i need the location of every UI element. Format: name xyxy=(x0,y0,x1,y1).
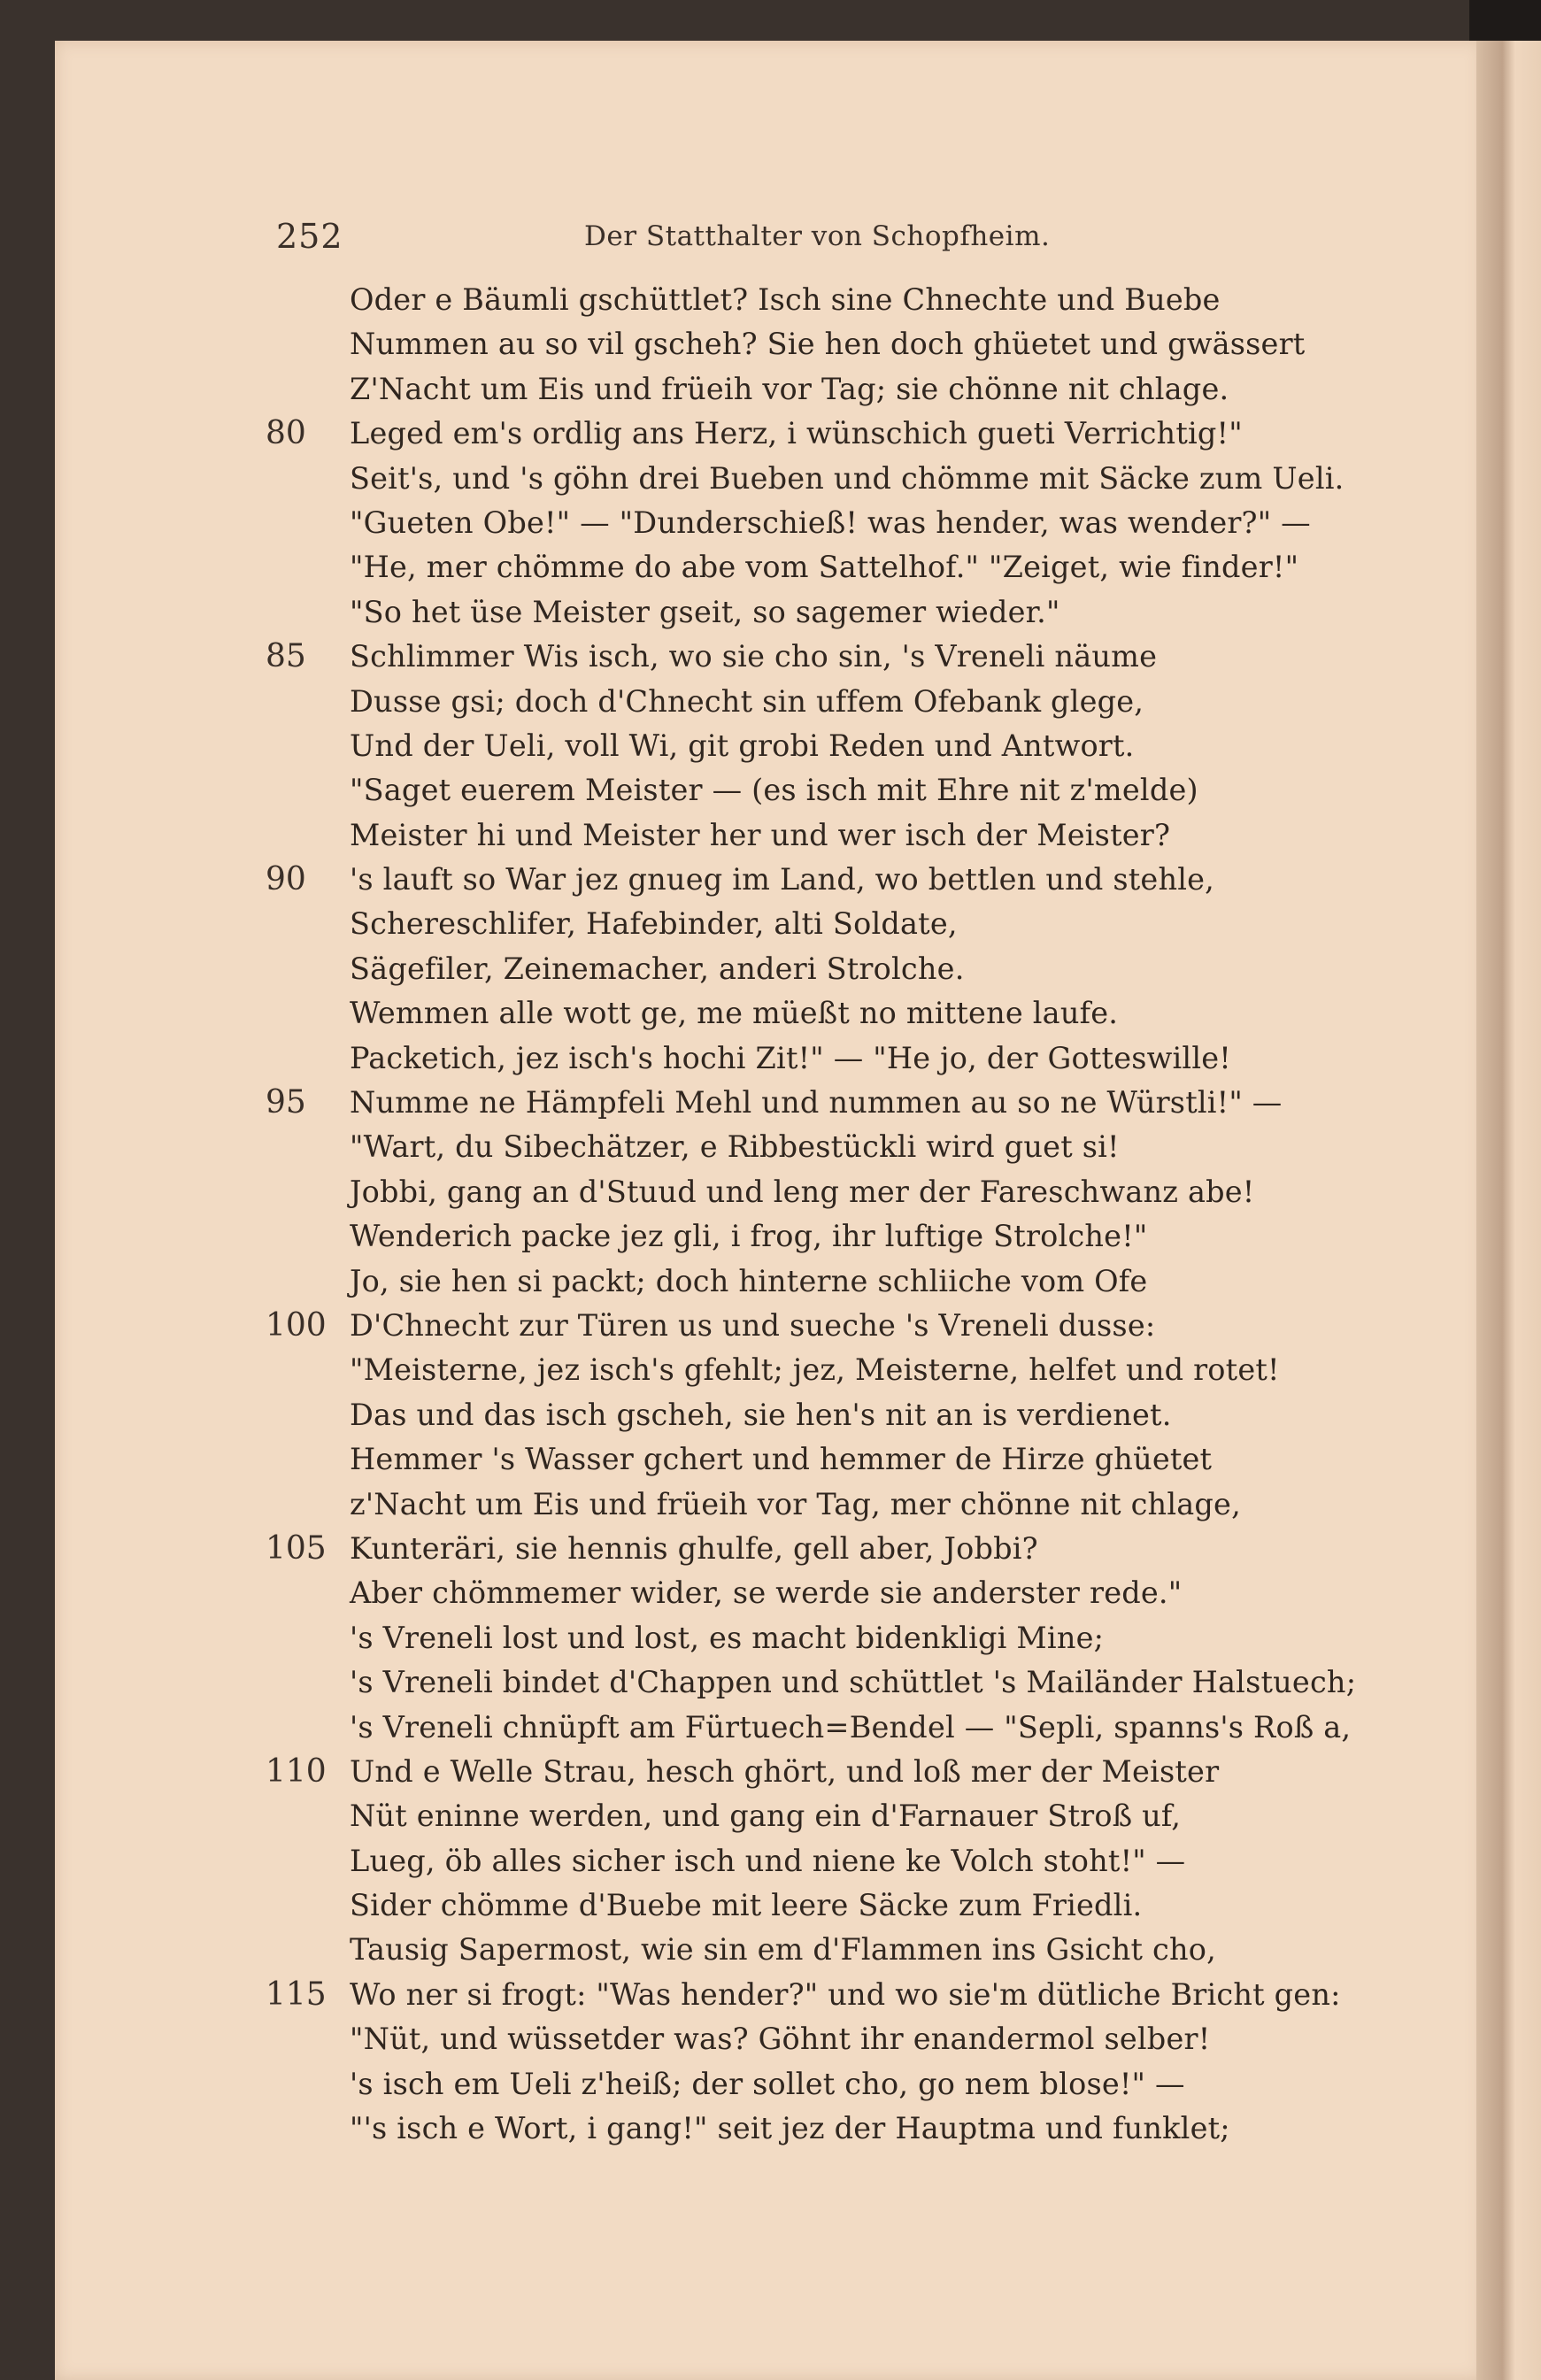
line-number: 90 xyxy=(266,861,306,898)
verse-text: "Gueten Obe!" — "Dunderschieß! was hender, was wender?" — xyxy=(350,504,1311,540)
line-number: 80 xyxy=(266,415,306,452)
verse-line xyxy=(266,412,1381,456)
verse-text: "'s isch e Wort, i gang!" seit jez der Hauptma und funklet; xyxy=(350,2111,1230,2146)
verse-line xyxy=(266,1839,1381,1883)
verse-text: Z'Nacht um Eis und früeih vor Tag; sie chönne nit chlage. xyxy=(350,371,1229,406)
verse-text: Sider chömme d'Buebe mit leere Säcke zum Friedli. xyxy=(350,1888,1143,1923)
verse-line xyxy=(266,1973,1381,2017)
verse-text: "Meisterne, jez isch's gfehlt; jez, Meisterne, helfet und rotet! xyxy=(350,1352,1280,1388)
verse-text: z'Nacht um Eis und früeih vor Tag, mer chönne nit chlage, xyxy=(350,1486,1241,1521)
verse-text: Aber chömmemer wider, se werde sie anderster rede." xyxy=(350,1575,1183,1611)
verse-text: "Nüt, und wüssetder was? Göhnt ihr enandermol selber! xyxy=(350,2022,1211,2057)
verse-line xyxy=(266,1304,1381,1348)
verse-text: Nummen au so vil gscheh? Sie hen doch ghüetet und gwässert xyxy=(350,327,1306,362)
verse-line xyxy=(266,1125,1381,1169)
verse-text: Lueg, öb alles sicher isch und niene ke Volch stoht!" — xyxy=(350,1843,1186,1878)
verse-line xyxy=(266,1214,1381,1259)
verse-text: Schlimmer Wis isch, wo sie cho sin, 's Vreneli näume xyxy=(350,639,1158,674)
verse-line xyxy=(266,1437,1381,1482)
verse-text: Wo ner si frogt: "Was hender?" und wo sie'm dütliche Bricht gen: xyxy=(350,1976,1341,2012)
verse-text: Numme ne Hämpfeli Mehl und nummen au so ne Würstli!" — xyxy=(350,1085,1283,1121)
verse-line xyxy=(266,1348,1381,1392)
verse-text: Schereschlifer, Hafebinder, alti Soldate, xyxy=(350,906,958,942)
verse-text: Jo, sie hen si packt; doch hinterne schliiche vom Ofe xyxy=(350,1263,1148,1298)
verse-line xyxy=(266,590,1381,635)
verse-line xyxy=(266,1081,1381,1125)
verse-line xyxy=(266,545,1381,589)
verse-line xyxy=(266,1393,1381,1437)
verse-line xyxy=(266,1616,1381,1660)
verse-line xyxy=(266,1794,1381,1838)
verse-text: "So het üse Meister gseit, so sagemer wieder." xyxy=(350,594,1060,629)
verse-line xyxy=(266,768,1381,813)
verse-line xyxy=(266,278,1381,322)
verse-line xyxy=(266,813,1381,858)
page-header xyxy=(276,217,1073,270)
verse-text: 's Vreneli lost und lost, es macht bidenkligi Mine; xyxy=(350,1620,1105,1655)
verse-text: Das und das isch gscheh, sie hen's nit an is verdienet. xyxy=(350,1397,1172,1432)
verse-line xyxy=(266,501,1381,545)
verse-text: Leged em's ordlig ans Herz, i wünschich gueti Verrichtig!" xyxy=(350,416,1243,451)
line-number: 85 xyxy=(266,638,306,675)
line-number: 95 xyxy=(266,1084,306,1121)
verse-text: Meister hi und Meister her und wer isch der Meister? xyxy=(350,817,1171,852)
verse-text: Wenderich packe jez gli, i frog, ihr luftige Strolche!" xyxy=(350,1219,1148,1254)
verse-line xyxy=(266,367,1381,412)
verse-line xyxy=(266,1660,1381,1705)
verse-line xyxy=(266,1883,1381,1928)
verse-text: Sägefiler, Zeinemacher, anderi Strolche. xyxy=(350,951,965,986)
running-title: Der Statthalter von Schopfheim. xyxy=(584,220,1051,252)
verse-line xyxy=(266,1706,1381,1750)
verse-text: Nüt eninne werden, und gang ein d'Farnauer Stroß uf, xyxy=(350,1798,1182,1834)
verse-text: Dusse gsi; doch d'Chnecht sin uffem Ofebank glege, xyxy=(350,683,1144,719)
verse-line xyxy=(266,2062,1381,2107)
verse-text: Jobbi, gang an d'Stuud und leng mer der Fareschwanz abe! xyxy=(350,1174,1255,1209)
page-number: 252 xyxy=(276,217,343,256)
verse-text: "Saget euerem Meister — (es isch mit Ehre nit z'melde) xyxy=(350,773,1198,808)
verse-text: D'Chnecht zur Türen us und sueche 's Vreneli dusse: xyxy=(350,1307,1156,1343)
verse-text: 's lauft so War jez gnueg im Land, wo bettlen und stehle, xyxy=(350,862,1215,897)
verse-line xyxy=(266,724,1381,768)
verse-line xyxy=(266,947,1381,991)
verse-text: 's isch em Ueli z'heiß; der sollet cho, go nem blose!" — xyxy=(350,2066,1185,2101)
verse-line xyxy=(266,322,1381,366)
verse-text: Seit's, und 's göhn drei Bueben und chömme mit Säcke zum Ueli. xyxy=(350,460,1345,496)
verse-line xyxy=(266,1750,1381,1794)
verse-line xyxy=(266,2107,1381,2151)
verse-line xyxy=(266,1527,1381,1571)
verse-line xyxy=(266,858,1381,902)
verse-line xyxy=(266,902,1381,946)
verse-line xyxy=(266,2017,1381,2061)
verse-text: Hemmer 's Wasser gchert und hemmer de Hirze ghüetet xyxy=(350,1442,1213,1477)
line-number: 105 xyxy=(266,1529,327,1567)
verse-line xyxy=(266,1928,1381,1972)
book-edge-top xyxy=(1469,0,1541,41)
verse-text: "He, mer chömme do abe vom Sattelhof." "Zeiget, wie finder!" xyxy=(350,550,1299,585)
verse-text: 's Vreneli bindet d'Chappen und schüttlet 's Mailänder Halstuech; xyxy=(350,1665,1357,1700)
verse-text: Kunteräri, sie hennis ghulfe, gell aber, Jobbi? xyxy=(350,1530,1038,1566)
verse-text: 's Vreneli chnüpft am Fürtuech=Bendel — "Sepli, spanns's Roß a, xyxy=(350,1709,1352,1745)
verse-line xyxy=(266,635,1381,679)
book-page-edges xyxy=(1476,41,1541,2380)
verse-line xyxy=(266,680,1381,724)
line-number: 100 xyxy=(266,1306,327,1344)
verse-line xyxy=(266,1571,1381,1615)
verse-text: Tausig Sapermost, wie sin em d'Flammen ins Gsicht cho, xyxy=(350,1932,1216,1968)
verse-text: "Wart, du Sibechätzer, e Ribbestückli wird guet si! xyxy=(350,1129,1120,1165)
verse-line xyxy=(266,457,1381,501)
verse-body xyxy=(266,278,1381,2151)
line-number: 110 xyxy=(266,1752,327,1790)
verse-text: Und e Welle Strau, hesch ghört, und loß mer der Meister xyxy=(350,1753,1220,1789)
verse-line xyxy=(266,991,1381,1036)
verse-line xyxy=(266,1170,1381,1214)
verse-line xyxy=(266,1259,1381,1304)
verse-line xyxy=(266,1483,1381,1527)
verse-text: Packetich, jez isch's hochi Zit!" — "He jo, der Gotteswille! xyxy=(350,1040,1231,1075)
verse-line xyxy=(266,1036,1381,1081)
verse-text: Oder e Bäumli gschüttlet? Isch sine Chnechte und Buebe xyxy=(350,282,1221,317)
verse-text: Wemmen alle wott ge, me müeßt no mittene laufe. xyxy=(350,996,1119,1031)
line-number: 115 xyxy=(266,1976,327,2013)
verse-text: Und der Ueli, voll Wi, git grobi Reden und Antwort. xyxy=(350,728,1135,763)
